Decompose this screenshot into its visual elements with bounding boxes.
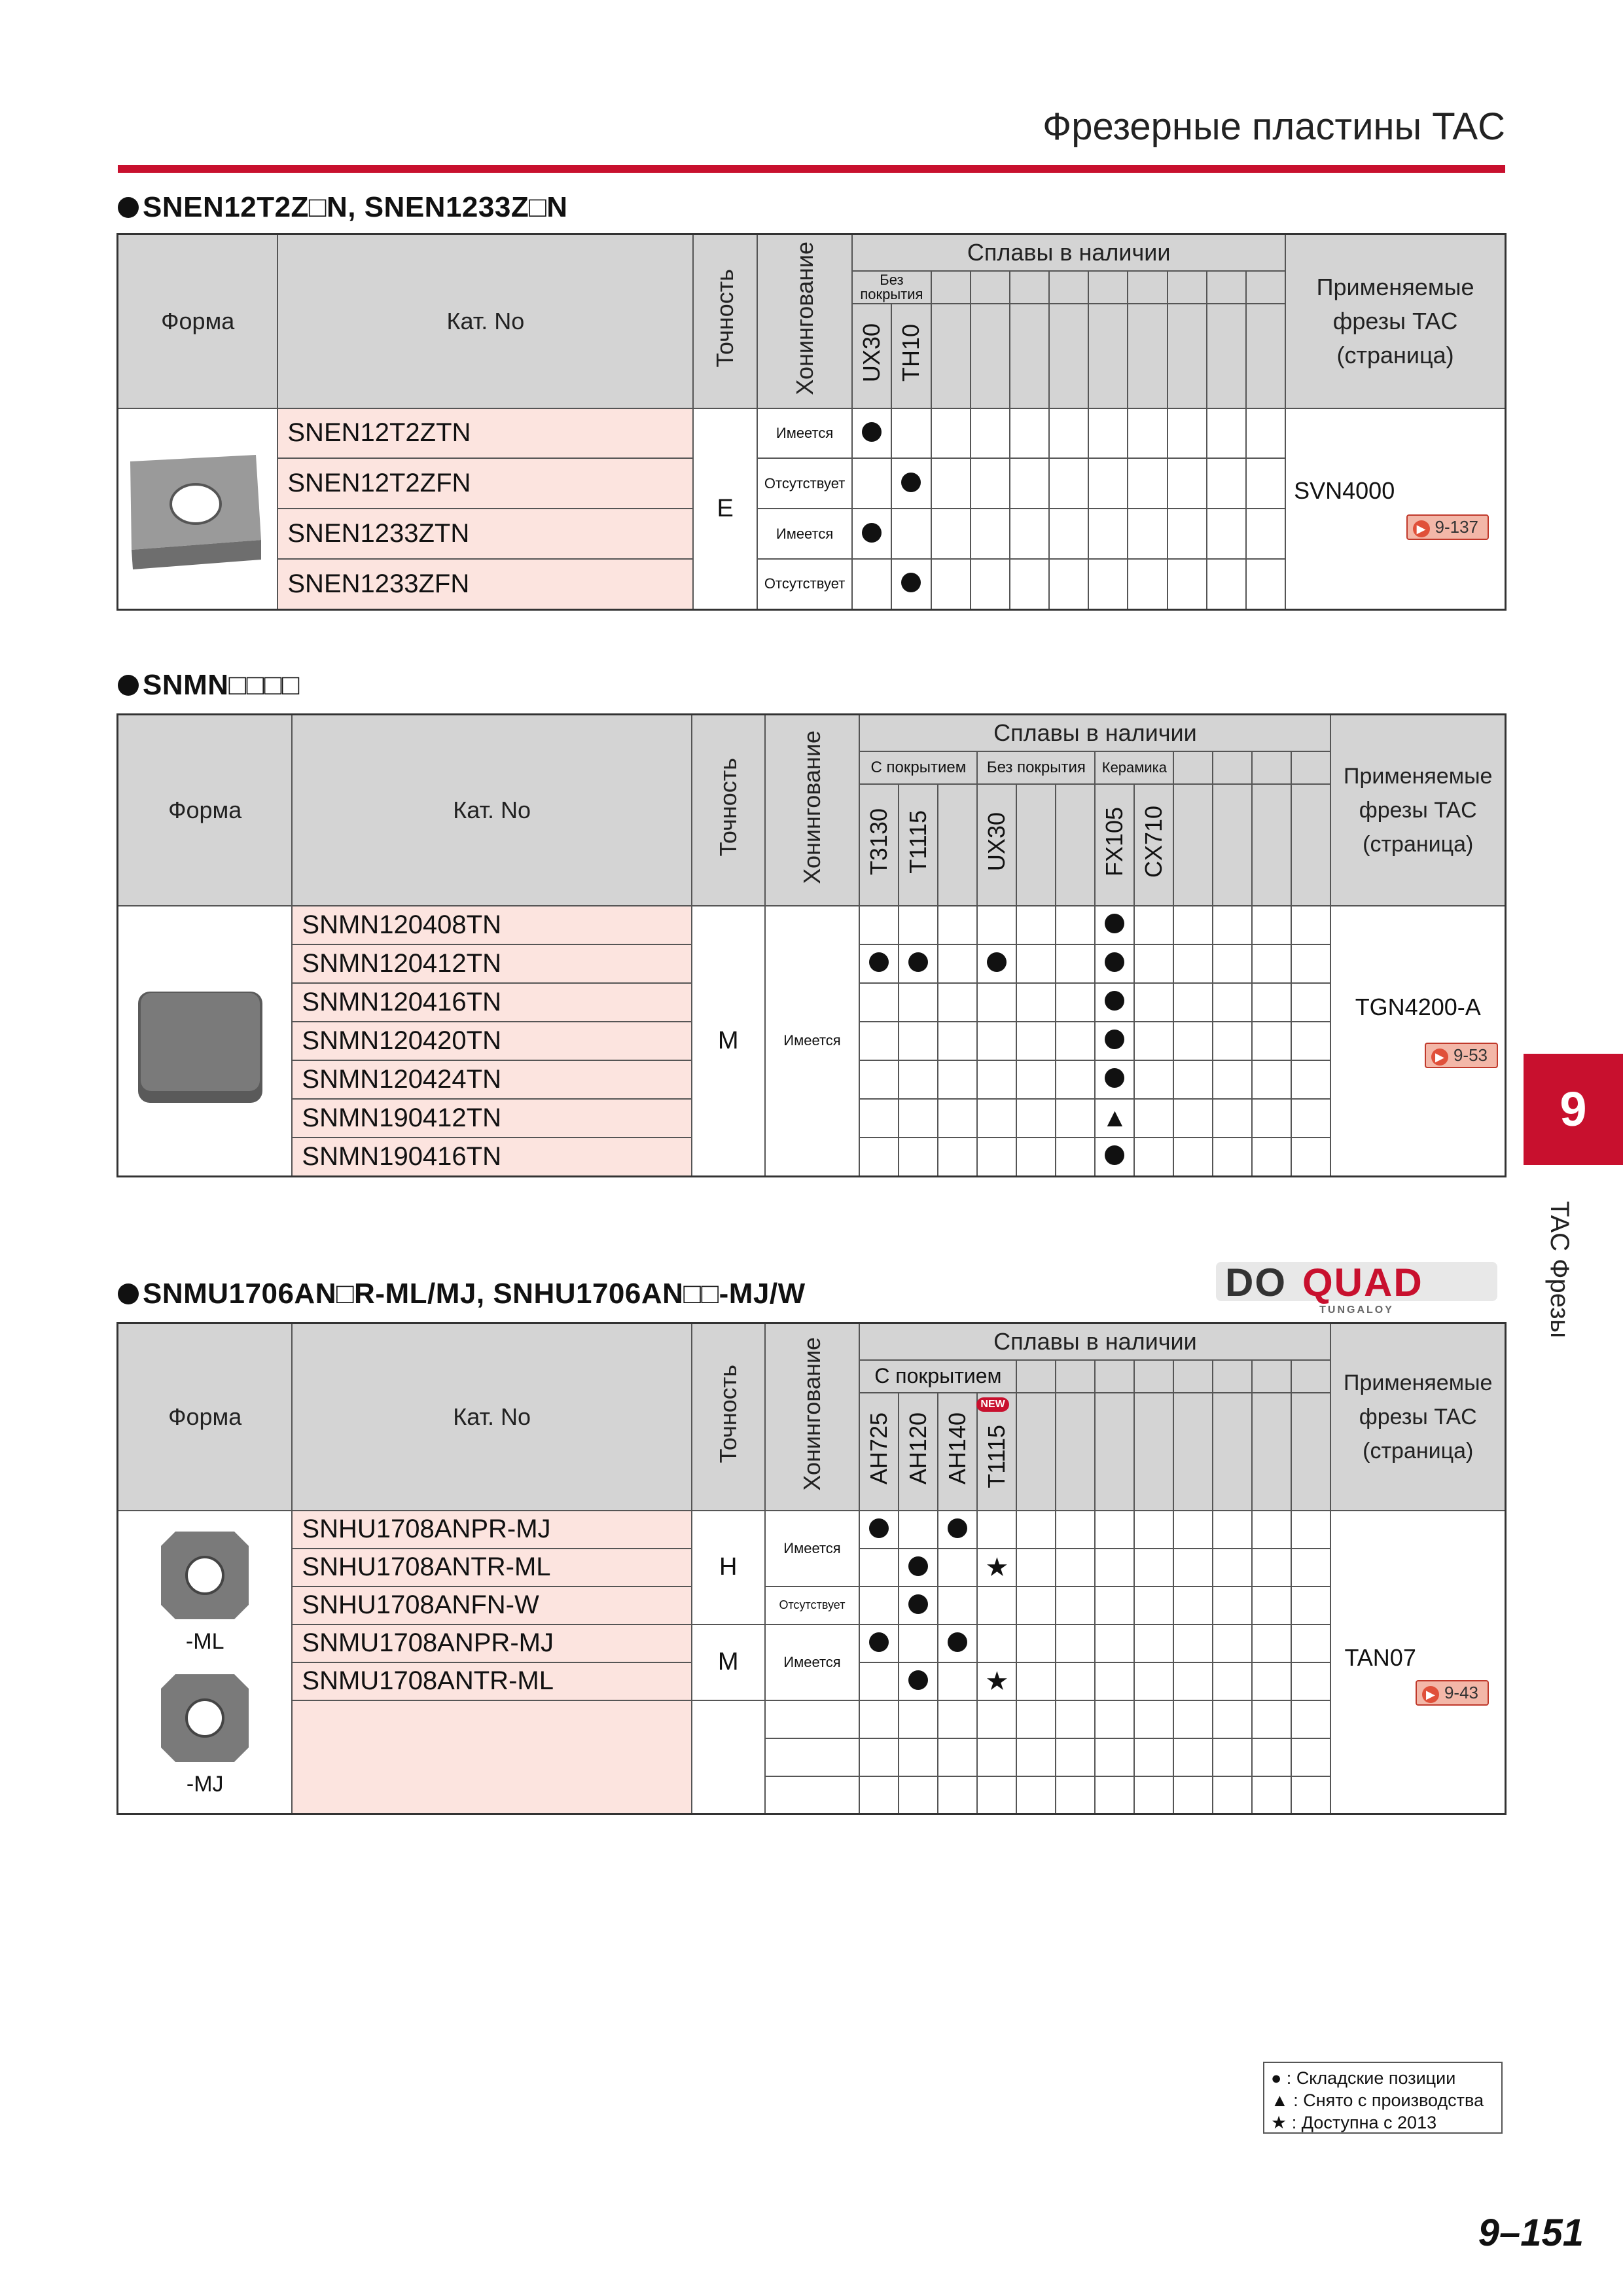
honing-value: Отсутствует xyxy=(765,1587,860,1624)
grade-ah120: AH120 xyxy=(899,1393,938,1511)
doquad-logo xyxy=(1216,1257,1497,1316)
chapter-tab[interactable]: 9 xyxy=(1524,1054,1623,1165)
grade-ah140: AH140 xyxy=(938,1393,977,1511)
header-cat: Кат. No xyxy=(292,1323,691,1511)
subheader-ceramic: Керамика xyxy=(1095,751,1173,784)
stock-dot-icon xyxy=(1105,1030,1124,1049)
table-row: SNEN12T2ZTN xyxy=(277,408,693,459)
cutter-name: TAN07 xyxy=(1344,1644,1416,1672)
chapter-label: TAC Фрезы xyxy=(1545,1201,1574,1338)
legend-discontinued: ▲ : Снято с производства xyxy=(1271,2090,1484,2110)
arrow-icon: ▶ xyxy=(1422,1686,1439,1703)
honing-value: Отсутствует xyxy=(757,458,852,509)
stock-dot-icon xyxy=(1105,991,1124,1011)
applicable-cell xyxy=(1285,408,1505,610)
header-grades: Сплавы в наличии xyxy=(859,1323,1330,1360)
accuracy-value: H xyxy=(692,1511,765,1624)
stock-dot-icon xyxy=(1105,1068,1124,1088)
page-number: 9–151 xyxy=(1478,2212,1584,2254)
header-honing: Хонингование xyxy=(757,234,852,408)
stock-dot-icon xyxy=(1105,952,1124,972)
stock-dot-icon xyxy=(908,952,928,972)
grade-fx105: FX105 xyxy=(1095,784,1134,906)
header-form: Форма xyxy=(118,715,293,906)
stock-dot-icon xyxy=(901,573,921,592)
header-accuracy: Точность xyxy=(693,234,757,408)
stock-dot-icon xyxy=(1105,1145,1124,1165)
section1-title-text: SNEN12T2Z□N, SNEN1233Z□N xyxy=(143,191,568,223)
stock-dot-icon xyxy=(869,1632,889,1652)
insert-ml-image xyxy=(156,1526,254,1624)
honing-value: Имеется xyxy=(765,906,860,1177)
header-form: Форма xyxy=(118,234,278,408)
insert-snen-image xyxy=(118,409,273,605)
table-row: SNEN1233ZTN xyxy=(277,509,693,559)
header-applicable: Применяемые фрезы TAC (страница) xyxy=(1285,234,1505,408)
page-header-title: Фрезерные пластины TAC xyxy=(1043,105,1505,148)
subheader-uncoated: Без покрытия xyxy=(852,271,931,304)
star-icon: ★ xyxy=(977,1549,1016,1587)
grade-cx710: CX710 xyxy=(1134,784,1173,906)
legend xyxy=(1263,2062,1503,2134)
grade-ah725: AH725 xyxy=(859,1393,899,1511)
arrow-icon: ▶ xyxy=(1413,520,1430,537)
accuracy-value: M xyxy=(692,906,765,1177)
grade-ux30: UX30 xyxy=(977,784,1016,906)
honing-value: Имеется xyxy=(757,509,852,559)
star-icon: ★ xyxy=(977,1662,1016,1700)
table-row: SNMN120420TN xyxy=(292,1022,691,1060)
stock-dot-icon xyxy=(869,952,889,972)
honing-value: Имеется xyxy=(757,408,852,459)
arrow-icon: ▶ xyxy=(1431,1049,1448,1066)
stock-dot-icon xyxy=(987,952,1007,972)
section2-title xyxy=(118,669,300,702)
applicable-cell xyxy=(1330,1511,1505,1814)
stock-dot-icon xyxy=(862,523,882,543)
header-grades: Сплавы в наличии xyxy=(852,234,1285,271)
header-accuracy: Точность xyxy=(692,1323,765,1511)
table-row: SNMN120416TN xyxy=(292,983,691,1022)
stock-dot-icon xyxy=(948,1518,967,1538)
grade-t1115: T1115 xyxy=(899,784,938,906)
grade-th10: TH10 xyxy=(891,304,931,408)
label-ml: -ML xyxy=(185,1629,224,1655)
header-cat: Кат. No xyxy=(277,234,693,408)
stock-dot-icon xyxy=(908,1670,928,1690)
table-row: SNMN120412TN xyxy=(292,944,691,983)
stock-dot-icon xyxy=(908,1556,928,1576)
grade-t1115: NEW T1115 xyxy=(977,1393,1016,1511)
accuracy-value: M xyxy=(692,1624,765,1700)
insert-image-cell xyxy=(118,906,293,1177)
discontinued-triangle-icon: ▲ xyxy=(1095,1099,1134,1138)
stock-dot-icon xyxy=(1105,914,1124,933)
stock-dot-icon xyxy=(901,473,921,492)
stock-dot-icon xyxy=(862,422,882,442)
table-row: SNHU1708ANTR-ML xyxy=(292,1549,691,1587)
stock-dot-icon xyxy=(869,1518,889,1538)
insert-snmn-image xyxy=(118,906,287,1172)
svg-text:DO: DO xyxy=(1225,1261,1287,1304)
table-row: SNMU1708ANTR-ML xyxy=(292,1662,691,1700)
cutter-name: TGN4200-A xyxy=(1355,994,1481,1020)
subheader-coated: С покрытием xyxy=(859,1360,1016,1393)
section3-table xyxy=(116,1322,1507,1815)
legend-stock: ● : Складские позиции xyxy=(1271,2068,1456,2088)
grade-t3130: T3130 xyxy=(859,784,899,906)
header-applicable: Применяемые фрезы TAC (страница) xyxy=(1330,715,1505,906)
subheader-coated: С покрытием xyxy=(859,751,977,784)
page-link[interactable]: ▶ 9-43 xyxy=(1416,1680,1489,1706)
subheader-uncoated: Без покрытия xyxy=(977,751,1095,784)
header-form: Форма xyxy=(118,1323,293,1511)
table-row: SNMN120408TN xyxy=(292,906,691,944)
section1-title xyxy=(118,191,568,224)
bullet-icon xyxy=(118,1283,139,1304)
section2-title-text: SNMN□□□□ xyxy=(143,669,300,701)
header-honing: Хонингование xyxy=(765,1323,860,1511)
table-row: SNMN190416TN xyxy=(292,1138,691,1176)
section2-table xyxy=(116,713,1507,1177)
section3-title-text: SNMU1706AN□R-ML/MJ, SNHU1706AN□□-MJ/W xyxy=(143,1278,806,1310)
grade-ux30: UX30 xyxy=(852,304,891,408)
honing-value: Отсутствует xyxy=(757,559,852,609)
bullet-icon xyxy=(118,675,139,696)
section1-table xyxy=(116,233,1507,611)
header-honing: Хонингование xyxy=(765,715,860,906)
table-row: SNEN12T2ZFN xyxy=(277,458,693,509)
header-grades: Сплавы в наличии xyxy=(859,715,1330,751)
empty-cat-cell xyxy=(292,1700,691,1814)
header-applicable: Применяемые фрезы TAC (страница) xyxy=(1330,1323,1505,1511)
accuracy-value: E xyxy=(693,408,757,610)
new-badge: NEW xyxy=(976,1397,1008,1412)
insert-image-cell xyxy=(118,408,278,610)
table-row: SNHU1708ANFN-W xyxy=(292,1587,691,1624)
header-cat: Кат. No xyxy=(292,715,691,906)
stock-dot-icon xyxy=(948,1632,967,1652)
table-row: SNMN120424TN xyxy=(292,1060,691,1099)
stock-dot-icon xyxy=(908,1594,928,1614)
applicable-cell xyxy=(1330,906,1505,1177)
label-mj: -MJ xyxy=(186,1772,224,1797)
honing-value: Имеется xyxy=(765,1624,860,1700)
bullet-icon xyxy=(118,197,139,218)
page-link[interactable]: ▶ 9-137 xyxy=(1406,514,1489,540)
table-row: SNMU1708ANPR-MJ xyxy=(292,1624,691,1662)
svg-text:TUNGALOY: TUNGALOY xyxy=(1319,1304,1394,1316)
insert-image-cell xyxy=(118,1511,293,1814)
insert-mj-image xyxy=(156,1669,254,1767)
header-rule xyxy=(118,165,1505,173)
table-row: SNMN190412TN xyxy=(292,1099,691,1138)
table-row: SNEN1233ZFN xyxy=(277,559,693,609)
header-accuracy: Точность xyxy=(692,715,765,906)
cutter-name: SVN4000 xyxy=(1294,477,1395,504)
page-link[interactable]: ▶ 9-53 xyxy=(1425,1043,1498,1068)
table-row: SNHU1708ANPR-MJ xyxy=(292,1511,691,1549)
svg-text:QUAD: QUAD xyxy=(1302,1261,1423,1304)
honing-value: Имеется xyxy=(765,1511,860,1587)
section3-title xyxy=(118,1278,806,1310)
legend-2013: ★ : Доступна с 2013 xyxy=(1271,2113,1437,2132)
